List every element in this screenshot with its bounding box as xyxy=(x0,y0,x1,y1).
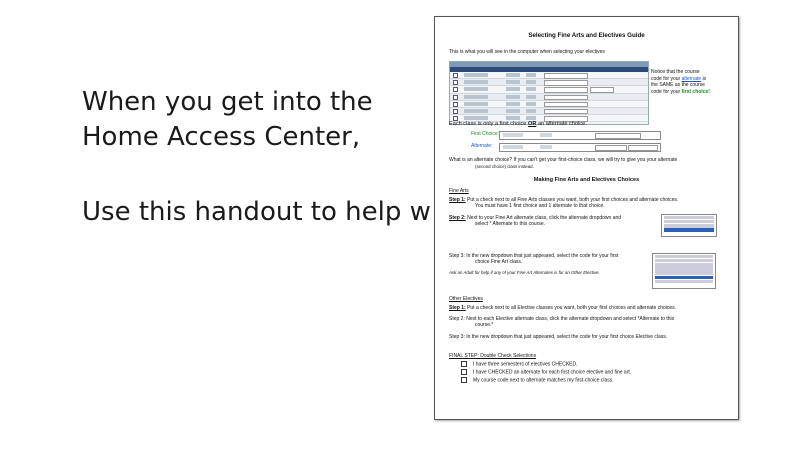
table-row xyxy=(450,108,648,115)
fine-arts-step-3b: choice Fine Art class. xyxy=(475,259,523,265)
first-choice-label: First Choice: xyxy=(471,131,500,137)
each-class-note: Each class is only a first choice OR an alternate choice. xyxy=(449,121,587,127)
handout-note xyxy=(651,69,710,95)
checkbox-icon xyxy=(461,361,467,367)
other-step-2b: course.* xyxy=(475,322,494,328)
table-row xyxy=(450,86,648,93)
fine-arts-heading: Fine Arts xyxy=(449,188,469,194)
alternate-question-2: (second choice) class instead. xyxy=(475,164,534,169)
first-choice-example xyxy=(499,131,661,140)
alternate-question: What is an alternate choice? If you can't get your first-choice class, we will try to give you your alternate xyxy=(449,157,678,163)
slide-line-2: Home Access Center, xyxy=(82,122,361,152)
table-row xyxy=(450,72,648,79)
fine-arts-step-2: Step 2: Next to your Fine Art alternate class, click the alternate dropdown and xyxy=(449,215,622,221)
fine-arts-step-3: Step 3: In the new dropdown that just appeared, select the code for your first xyxy=(449,253,619,259)
fine-arts-step-1b: You must have 1 first choice and 1 alternate to that choice. xyxy=(475,203,605,209)
alternate-label: Alternate: xyxy=(471,143,493,149)
course-selection-screenshot xyxy=(449,61,649,125)
handout-intro: This is what you will see in the computer when selecting your electives xyxy=(449,49,605,55)
checklist-item: My course code next to alternate matches my first-choice class. xyxy=(461,377,614,383)
handout-image xyxy=(434,16,739,420)
checkbox-icon xyxy=(461,377,467,383)
other-electives-heading: Other Electives xyxy=(449,296,483,302)
table-row xyxy=(450,79,648,86)
table-row xyxy=(450,94,648,101)
other-step-2: Step 2: Next to each Elective alternate class, click the alternate dropdown and select *Alternate to this xyxy=(449,316,675,322)
fine-arts-note: Ask an Adult for help if any of your Fine Art Alternates is for an Other Elective. xyxy=(449,270,600,275)
other-step-3: Step 3: In the new dropdown that just appeared, select the code for your first choice Elective class. xyxy=(449,334,668,340)
other-step-1: Step 1: Put a check next to all Elective classes you want, both your first choices and alternate choices. xyxy=(449,305,677,311)
fine-arts-step-1: Step 1: Put a check next to all Fine Arts classes you want, both your first choices and alternate choices. xyxy=(449,197,679,203)
slide-line-1: When you get into the xyxy=(82,87,373,117)
slide-line-3: Use this handout to help w xyxy=(82,197,431,227)
table-row xyxy=(450,101,648,108)
alternate-example xyxy=(499,143,661,152)
alternate-dropdown-example xyxy=(661,214,717,237)
note-line-2: code for your alternate is xyxy=(651,75,707,82)
checklist-item: I have three semesters of electives CHECKED. xyxy=(461,361,578,367)
note-line-3: the SAME as the course xyxy=(651,82,705,88)
fine-arts-step-2b: select * Alternate to this course. xyxy=(475,221,546,227)
note-line-1: Notice that the course xyxy=(651,69,700,75)
checkbox-icon xyxy=(461,369,467,375)
final-step-heading: FINAL STEP: Double Check Selections xyxy=(449,353,537,359)
handout-title: Selecting Fine Arts and Electives Guide xyxy=(528,32,645,39)
making-choices-title: Making Fine Arts and Electives Choices xyxy=(533,177,640,183)
code-dropdown-example xyxy=(652,253,716,289)
note-line-4: code for your first choice! xyxy=(651,88,710,95)
checklist-item: I have CHECKED an alternate for each first choice elective and fine art. xyxy=(461,369,631,375)
